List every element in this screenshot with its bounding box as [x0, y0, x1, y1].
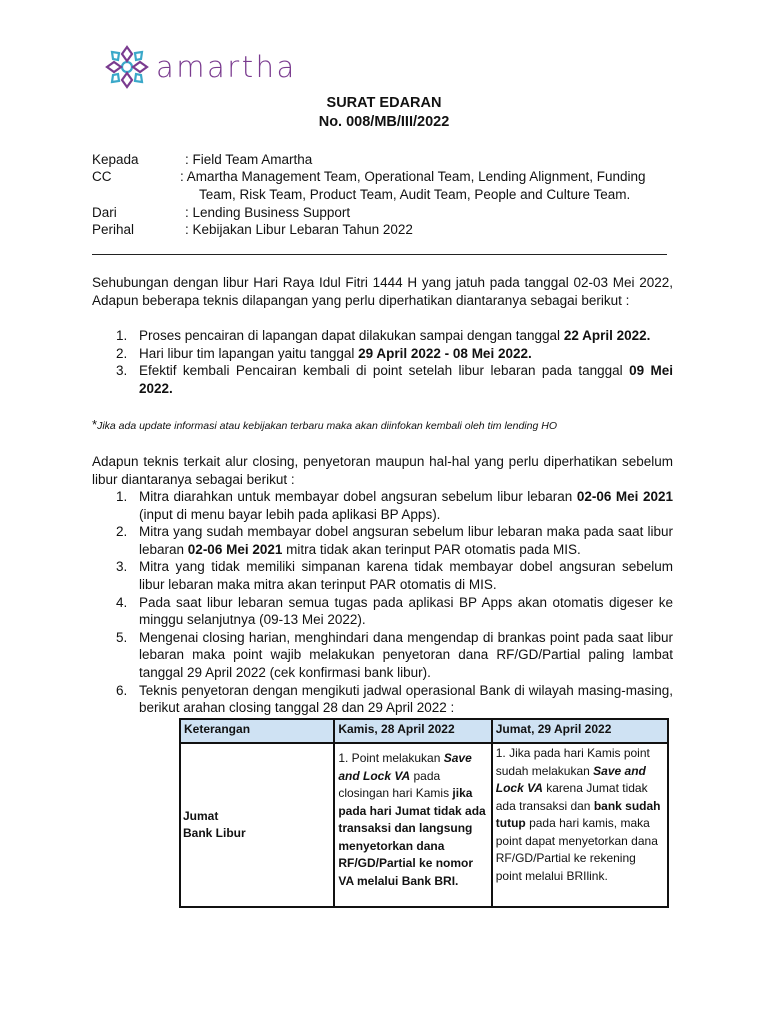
table-header-row: [180, 719, 668, 743]
document-number: No. 008/MB/III/2022: [318, 114, 450, 130]
kepada-label: Kepada: [92, 152, 139, 167]
footnote-text: Jika ada update informasi atau kebijakan terbaru maka akan diinfokan kembali oleh tim lending HO: [97, 420, 557, 432]
list-item: 6. Teknis penyetoran dengan mengikuti jadwal operasional Bank di wilayah masing-masing, berikut arahan closing tanggal 28 dan 29 April 2022 :: [116, 682, 673, 716]
footnote: [92, 417, 557, 432]
perihal-label: Perihal: [92, 222, 135, 237]
dari-label: Dari: [92, 205, 117, 220]
cc-value-line1: : Amartha Management Team, Operational Team, Lending Alignment, Funding: [180, 169, 646, 184]
list-item: 3. Mitra yang tidak memiliki simpanan karena tidak membayar dobel angsuran sebelum libur lebaran maka mitra akan terinput PAR otomatis di MIS.: [116, 559, 673, 592]
dari-value: : Lending Business Support: [185, 205, 351, 220]
intro-list: [92, 327, 673, 397]
header-jumat: Jumat, 29 April 2022: [492, 719, 668, 743]
jumat-cell: 1. Jika pada hari Kamis point sudah melakukan Save and Lock VA karena Jumat tidak ada transaksi dan bank sudah tutup pada hari kamis, maka point dapat menyetorkan dana RF/GD/Partial ke rekening point melalui BRIlink.: [492, 743, 668, 907]
logo-text: amartha: [156, 50, 297, 84]
kepada-value: : Field Team Amartha: [185, 152, 313, 167]
company-logo: [102, 42, 297, 92]
kamis-cell: 1. Point melakukan Save and Lock VA pada closingan hari Kamis jika pada hari Jumat tidak ada transaksi dan langsung menyetorkan dana RF/GD/Partial ke nomor VA melalui Bank BRI.: [334, 743, 491, 907]
cc-label: CC: [92, 169, 112, 184]
intro-paragraph: Sehubungan dengan libur Hari Raya Idul Fitri 1444 H yang jatuh pada tanggal 02-03 Mei 2022, Adapun beberapa teknis dilapangan yang perlu diperhatikan diantaranya sebagai berikut :: [92, 275, 673, 308]
header-keterangan: Keterangan: [180, 719, 334, 743]
perihal-value: : Kebijakan Libur Lebaran Tahun 2022: [185, 222, 413, 237]
list-item: 2. Mitra yang sudah membayar dobel angsuran sebelum libur lebaran maka pada saat libur lebaran 02-06 Mei 2021 mitra tidak akan terinput PAR otomatis pada MIS.: [116, 524, 673, 557]
table-row: [180, 743, 668, 907]
separator-line: [92, 254, 667, 255]
closing-schedule-table: [179, 718, 669, 908]
amartha-logo-icon: [102, 42, 152, 92]
cc-value-line2: Team, Risk Team, Product Team, Audit Team, People and Culture Team.: [199, 187, 631, 202]
header-kamis: Kamis, 28 April 2022: [334, 719, 491, 743]
list-item: 3. Efektif kembali Pencairan kembali di point setelah libur lebaran pada tanggal 09 Mei 2022.: [116, 363, 673, 396]
closing-paragraph: Adapun teknis terkait alur closing, penyetoran maupun hal-hal yang perlu diperhatikan sebelum libur diantaranya sebagai berikut :: [92, 454, 673, 487]
document-title: SURAT EDARAN: [326, 95, 442, 111]
list-item: 1. Mitra diarahkan untuk membayar dobel angsuran sebelum libur lebaran 02-06 Mei 2021 (input di menu bayar lebih pada aplikasi BP Apps).: [116, 489, 673, 522]
list-item: 2. Hari libur tim lapangan yaitu tanggal 29 April 2022 - 08 Mei 2022.: [116, 345, 532, 361]
footnote-star: *: [92, 417, 98, 432]
closing-list: [92, 488, 673, 717]
list-item: 5. Mengenai closing harian, menghindari dana mengendap di brankas point pada saat libur lebaran maka point wajib melakukan penyetoran dana RF/GD/Partial paling lambat tanggal 29 April 2022 (cek konfirmasi bank libur).: [116, 629, 673, 680]
list-item: 1. Proses pencairan di lapangan dapat dilakukan sampai dengan tanggal 22 April 2022.: [116, 328, 651, 343]
row-label: Jumat Bank Libur: [180, 743, 334, 907]
list-item: 4. Pada saat libur lebaran semua tugas pada aplikasi BP Apps akan otomatis digeser ke minggu selanjutnya (09-13 Mei 2022).: [116, 594, 673, 628]
